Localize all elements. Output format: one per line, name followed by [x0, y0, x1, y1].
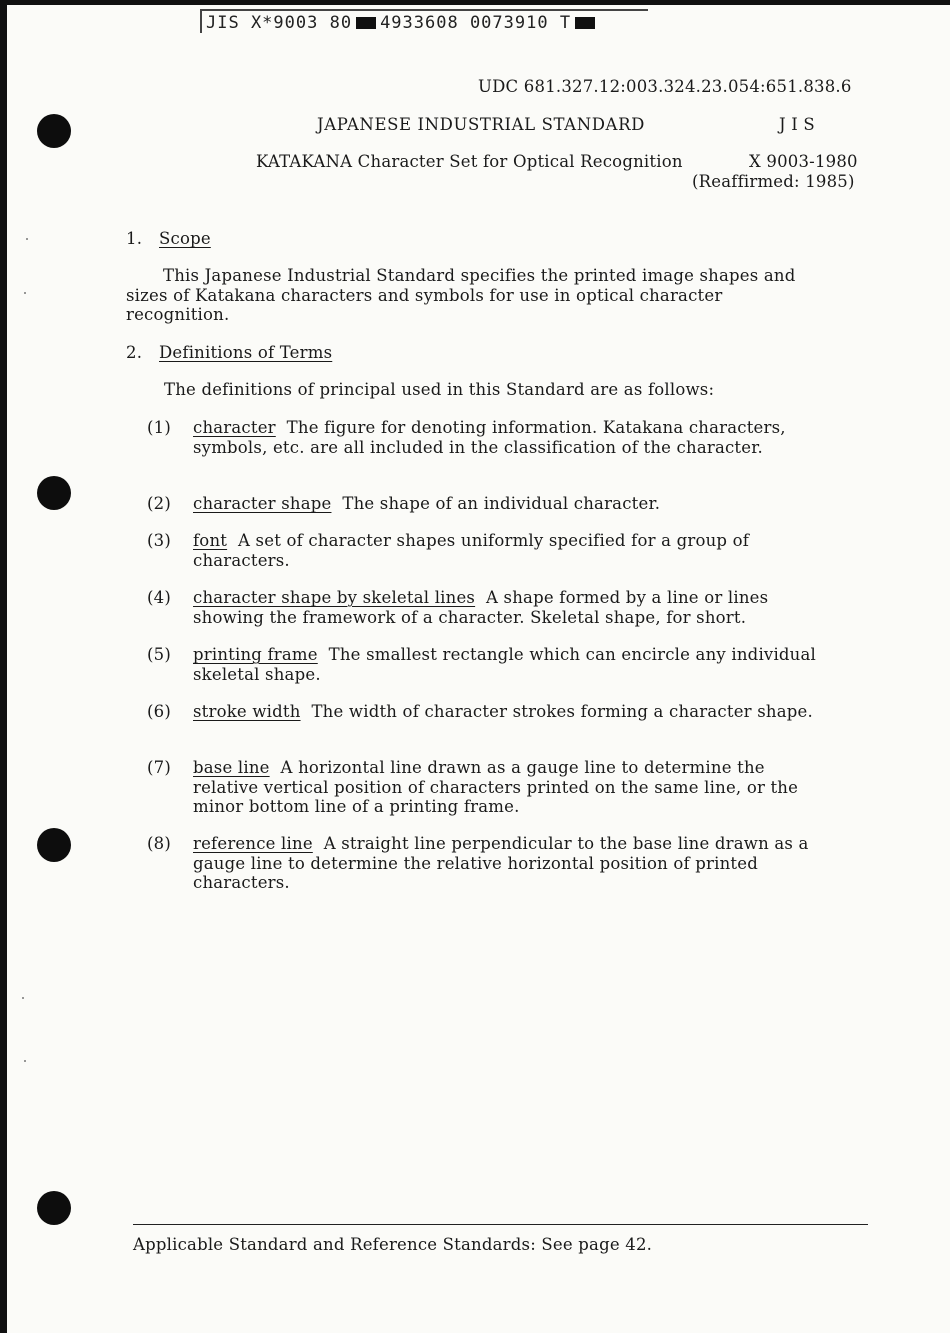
document-title: KATAKANA Character Set for Optical Recognition [256, 152, 683, 171]
definition-number: (2) [147, 494, 171, 513]
definition-term: character shape by skeletal lines [193, 588, 476, 607]
footer-note: Applicable Standard and Reference Standards: See page 42. [133, 1235, 653, 1254]
definition-term: stroke width [193, 702, 301, 721]
scan-left-edge [0, 0, 7, 1333]
definition-text: A horizontal line drawn as a gauge line to determine the relative vertical position of characters printed on the same line, or the minor bottom line of a printing frame. [193, 758, 799, 816]
definition-term: printing frame [193, 645, 318, 664]
punch-hole-3 [37, 828, 71, 862]
definition-text: The smallest rectangle which can encircle any individual skeletal shape. [193, 645, 817, 684]
definition-text: The shape of an individual character. [342, 494, 661, 513]
definition-number: (1) [147, 418, 171, 437]
scan-speck [22, 997, 24, 999]
definition-term: font [193, 531, 228, 550]
definition-text: The width of character strokes forming a character shape. [311, 702, 813, 721]
scan-speck [24, 292, 26, 294]
scope-paragraph: This Japanese Industrial Standard specifies the printed image shapes and sizes of Katakana characters and symbols for use in optical character recognition. [126, 266, 796, 324]
definition-number: (4) [147, 588, 171, 607]
header-code-part2: 4933608 0073910 T [380, 13, 572, 33]
definition-number: (6) [147, 702, 171, 721]
definition-term: base line [193, 758, 270, 777]
definition-term: reference line [193, 834, 313, 853]
document-number: X 9003-1980 [749, 152, 858, 171]
definition-text: A shape formed by a line or lines showing the framework of a character. Skeletal shape, for short. [193, 588, 769, 627]
header-code-part1: JIS X*9003 80 [206, 13, 353, 33]
udc-code: UDC 681.327.12:003.324.23.054:651.838.6 [478, 77, 852, 96]
section-2-number: 2. [126, 343, 143, 362]
definition-text: A set of character shapes uniformly specified for a group of characters. [193, 531, 750, 570]
section-1-heading: Scope [159, 229, 211, 248]
definition-number: (7) [147, 758, 171, 777]
redaction-block [575, 17, 595, 29]
punch-hole-4 [37, 1191, 71, 1225]
definitions-intro: The definitions of principal used in this Standard are as follows: [164, 380, 715, 399]
scan-top-edge [0, 0, 950, 5]
definition-number: (5) [147, 645, 171, 664]
header-strip-tick [200, 9, 202, 33]
punch-hole-2 [37, 476, 71, 510]
header-code [206, 13, 599, 33]
definition-text: The figure for denoting information. Katakana characters, symbols, etc. are all included in the classification of the character. [193, 418, 786, 457]
definition-text: A straight line perpendicular to the base line drawn as a gauge line to determine the relative horizontal position of printed characters. [193, 834, 809, 892]
definition-term: character shape [193, 494, 332, 513]
header-strip-line [200, 9, 648, 11]
section-2-heading: Definitions of Terms [159, 343, 333, 362]
definition-term: character [193, 418, 276, 437]
section-1-number: 1. [126, 229, 143, 248]
scan-speck [24, 1060, 26, 1062]
jis-mark: J I S [779, 115, 815, 134]
scan-speck [26, 238, 28, 240]
definition-number: (3) [147, 531, 171, 550]
footer-rule [133, 1224, 868, 1225]
reaffirmed-note: (Reaffirmed: 1985) [692, 172, 855, 191]
definition-number: (8) [147, 834, 171, 853]
redaction-block [356, 17, 376, 29]
punch-hole-1 [37, 114, 71, 148]
standard-title: JAPANESE INDUSTRIAL STANDARD [317, 115, 645, 134]
